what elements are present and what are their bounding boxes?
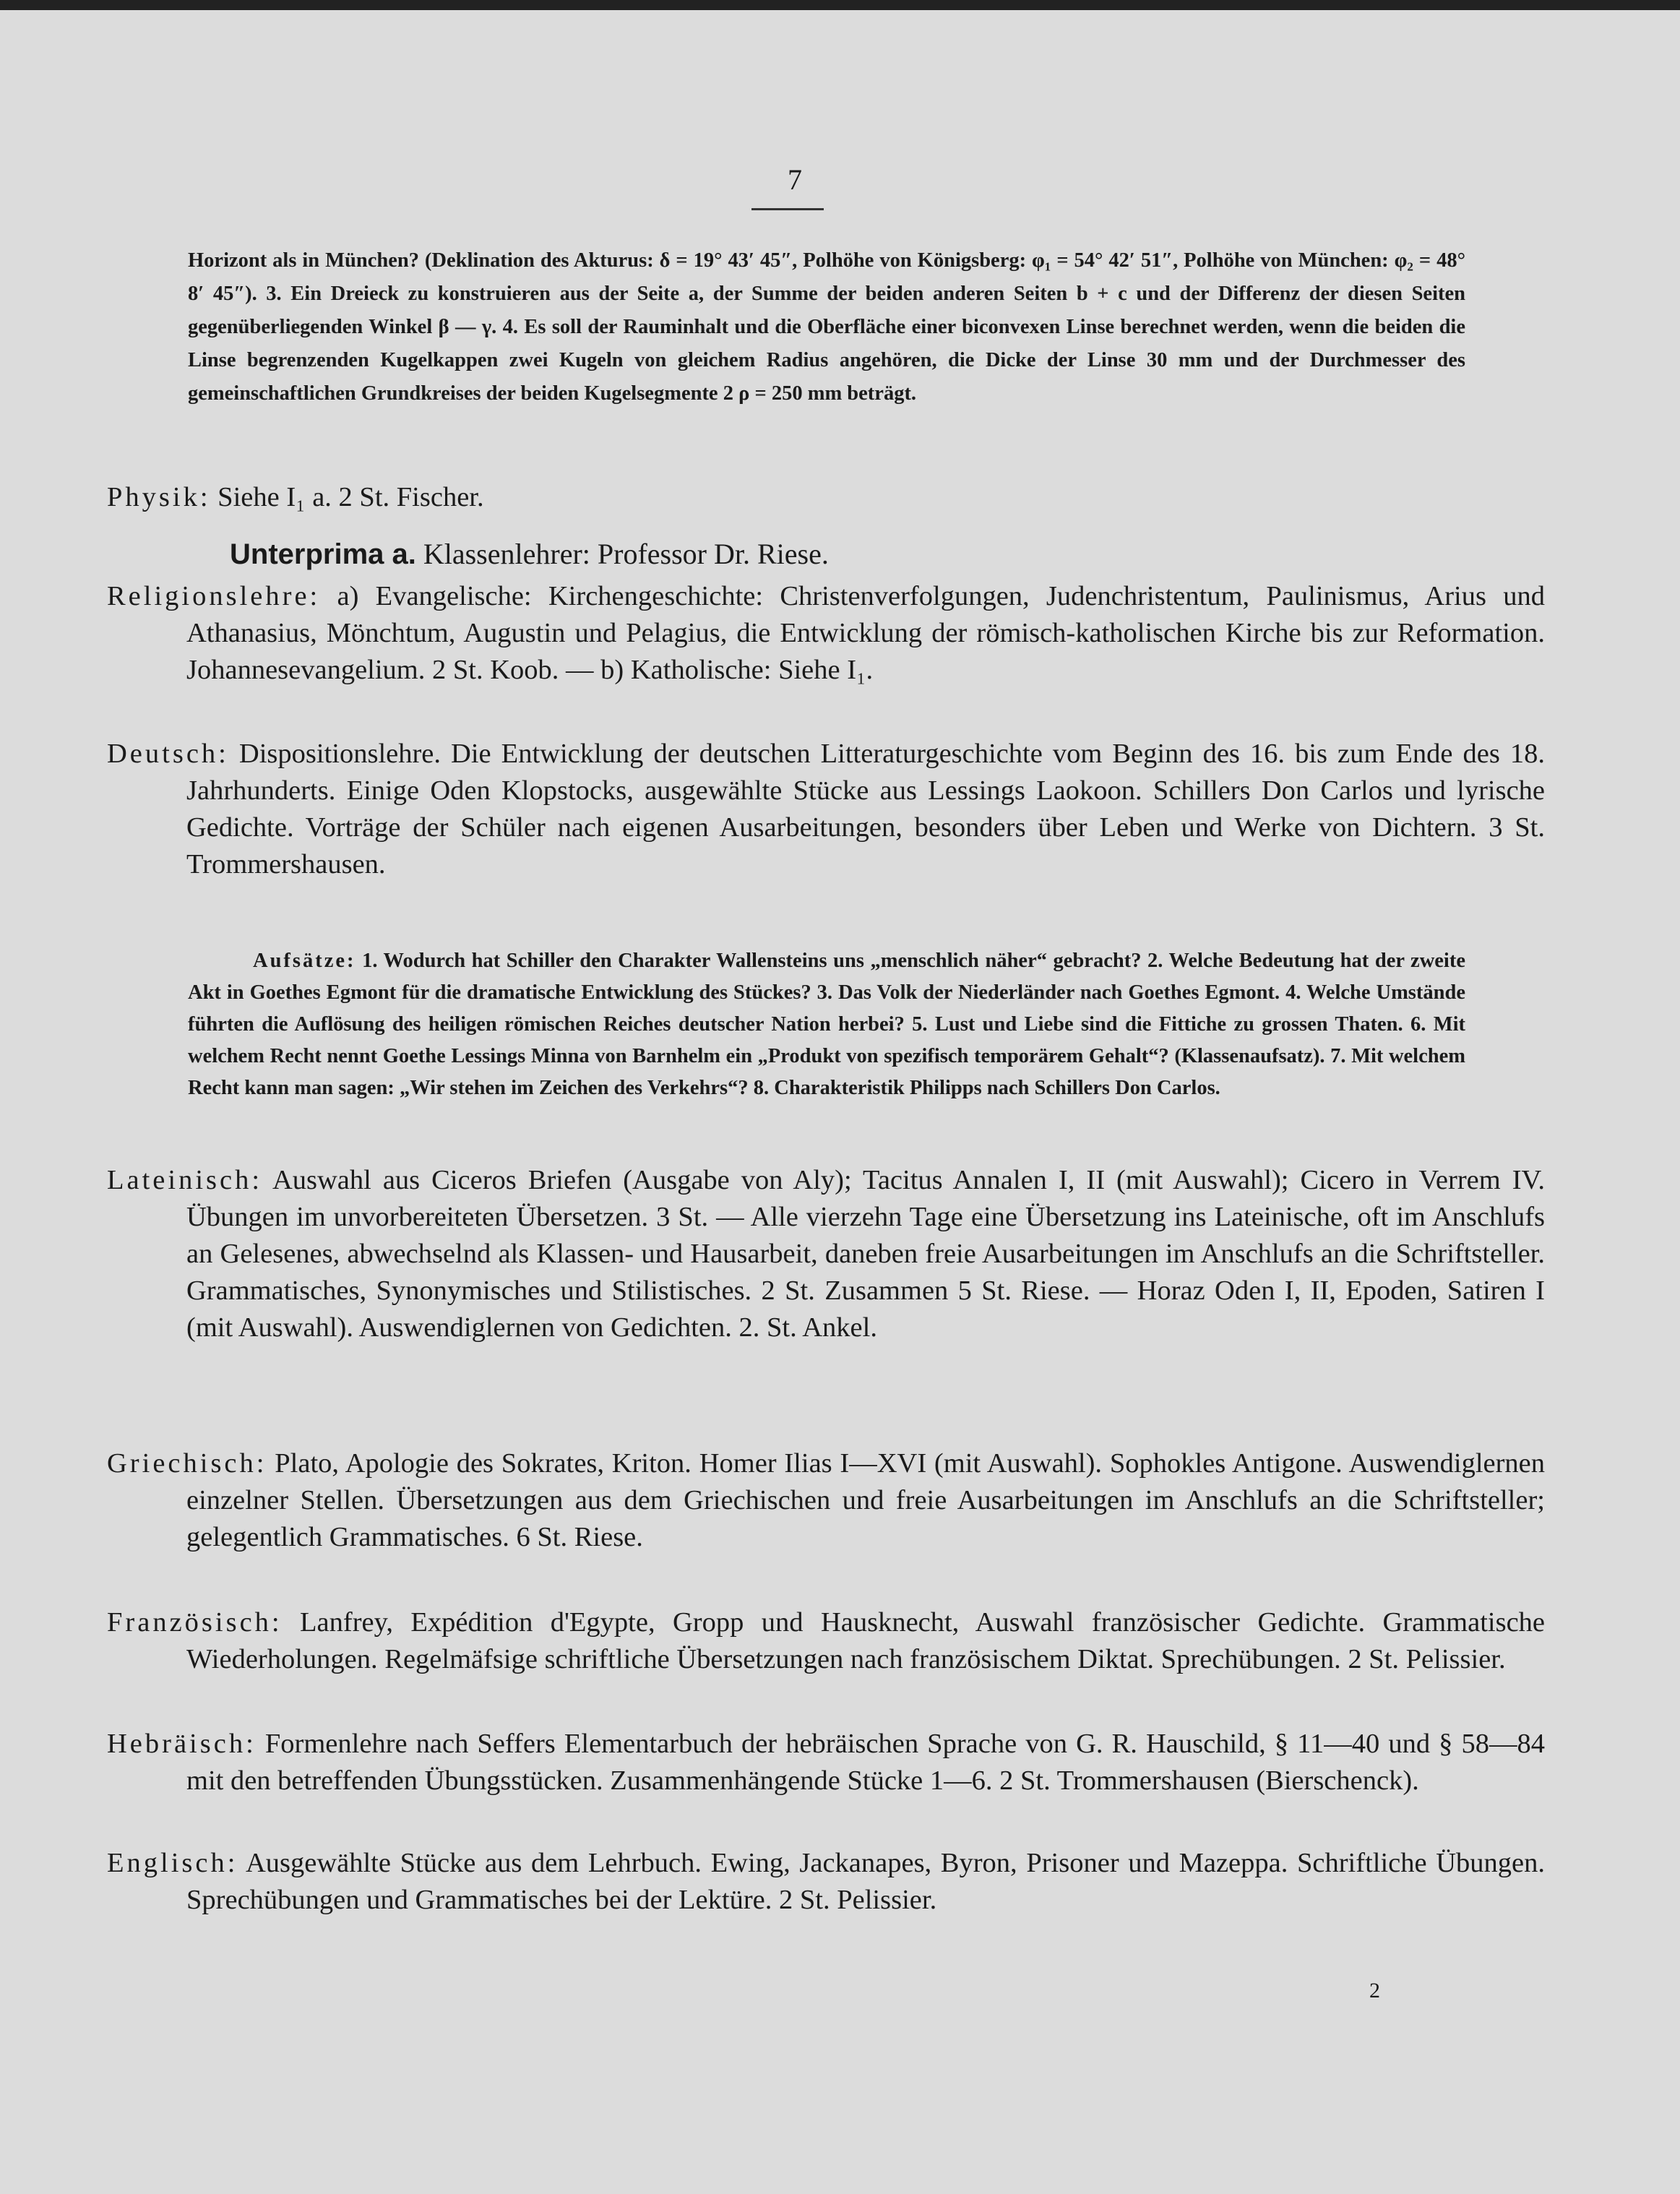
class-heading (230, 537, 1458, 571)
aufsaetze-label: Aufsätze: (253, 950, 356, 972)
aufsaetze-block (188, 945, 1465, 1104)
subject-religion (107, 578, 1545, 689)
subject-text: Lanfrey, Expédition d'Egypte, Gropp und Hausknecht, Auswahl französischer Gedichte. Grammatische Wiederholungen. Regelmäfsige schriftliche Übersetzungen nach französischem Diktat. Sprechübungen. 2 St. Pelissier. (186, 1607, 1545, 1674)
subject-text: Auswahl aus Ciceros Briefen (Ausgabe von Aly); Tacitus Annalen I, II (mit Auswahl); Cicero in Verrem IV. Übungen im unvorbereiteten Übersetzen. 3 St. — Alle vierzehn Tage eine Übersetzung ins Lateinische, oft im Anschlufs an Gelesenes, abwechselnd als Klassen- und Hausarbeit, daneben freie Ausarbeitungen im Anschlufs an die Schriftsteller. Grammatisches, Synonymisches und Stilistisches. 2 St. Zusammen 5 St. Riese. — Horaz Oden I, II, Epoden, Satiren I (mit Auswahl). Auswendiglernen von Gedichten. 2. St. Ankel. (186, 1165, 1545, 1343)
subject-deutsch (107, 736, 1545, 883)
subject-label: Deutsch: (107, 739, 229, 769)
subject-label: Religionslehre: (107, 581, 321, 611)
top-paragraph: Horizont als in München? (Deklination des Akturus: δ = 19° 43′ 45″, Polhöhe von Königsberg: φ₁ = 54° 42′ 51″, Polhöhe von München: φ₂ = 48° 8′ 45″). 3. Ein Dreieck zu konstruieren aus der Seite a, der Summe der beiden anderen Seiten b + c und der Differenz der diesen Seiten gegenüberliegenden Winkel β — γ. 4. Es soll der Rauminhalt und die Oberfläche einer biconvexen Linse berechnet werden, wenn die beiden die Linse begrenzenden Kugelkappen zwei Kugeln von gleichem Radius angehören, die Dicke der Linse 30 mm und der Durchmesser des gemeinschaftlichen Grundkreises der beiden Kugelsegmente 2 ρ = 250 mm beträgt. (188, 249, 1465, 405)
subject-label: Griechisch: (107, 1448, 267, 1479)
subject-englisch (107, 1845, 1545, 1919)
physik-entry (107, 479, 1465, 516)
subject-label: Französisch: (107, 1607, 283, 1638)
subject-label: Englisch: (107, 1848, 238, 1878)
subject-hebraeisch (107, 1726, 1545, 1799)
physik-text: Siehe I₁ a. 2 St. Fischer. (217, 482, 484, 512)
subject-latein (107, 1162, 1545, 1346)
subject-label: Hebräisch: (107, 1729, 257, 1759)
subject-text: Plato, Apologie des Sokrates, Kriton. Homer Ilias I—XVI (mit Auswahl). Sophokles Antigone. Auswendiglernen einzelner Stellen. Übersetzungen aus dem Griechischen und freie Ausarbeitungen im Anschlufs an die Schriftsteller; gelegentlich Grammatisches. 6 St. Riese. (186, 1448, 1546, 1552)
subject-text: Ausgewählte Stücke aus dem Lehrbuch. Ewing, Jackanapes, Byron, Prisoner und Mazeppa. Schriftliche Übungen. Sprechübungen und Grammatisches bei der Lektüre. 2 St. Pelissier. (186, 1848, 1545, 1915)
physik-label: Physik: (107, 482, 211, 512)
scan-top-border (0, 0, 1680, 10)
signature-mark: 2 (1369, 1979, 1380, 2002)
subject-text: Dispositionslehre. Die Entwicklung der deutschen Litteraturgeschichte vom Beginn des 16. bis zum Ende des 18. Jahrhunderts. Einige Oden Klopstocks, ausgewählte Stücke aus Lessings Laokoon. Schillers Don Carlos und lyrische Gedichte. Vorträge der Schüler nach eigenen Ausarbeitungen, besonders über Leben und Werke von Dichtern. 3 St. Trommershausen. (186, 739, 1546, 879)
aufsaetze-text: 1. Wodurch hat Schiller den Charakter Wallensteins uns „menschlich näher“ gebracht? 2. Welche Bedeutung hat der zweite Akt in Goethes Egmont für die dramatische Entwicklung des Stückes? 3. Das Volk der Niederländer nach Goethes Egmont. 4. Welche Umstände führten die Auflösung des heiligen römischen Reiches deutscher Nation herbei? 5. Lust und Liebe sind die Fittiche zu grossen Thaten. 6. Mit welchem Recht nennt Goethe Lessings Minna von Barnhelm ein „Produkt von spezifisch temporärem Gehalt“? (Klassenaufsatz). 7. Mit welchem Recht kann man sagen: „Wir stehen im Zeichen des Verkehrs“? 8. Charakteristik Philipps nach Schillers Don Carlos. (188, 950, 1465, 1099)
subject-label: Lateinisch: (107, 1165, 263, 1195)
subject-griechisch (107, 1445, 1545, 1556)
class-teacher: Klassenlehrer: Professor Dr. Riese. (423, 538, 829, 570)
subject-franzoesisch (107, 1604, 1545, 1678)
page-number-rule (751, 208, 824, 210)
subject-text: a) Evangelische: Kirchengeschichte: Christenverfolgungen, Judenchristentum, Paulinismus, Arius und Athanasius, Mönchtum, Augustin und Pelagius, die Entwicklung der römisch-katholischen Kirche bis zur Reformation. Johannesevangelium. 2 St. Koob. — b) Katholische: Siehe I₁. (186, 581, 1545, 685)
class-title: Unterprima a. (230, 538, 416, 570)
subject-text: Formenlehre nach Seffers Elementarbuch der hebräischen Sprache von G. R. Hauschild, § 11—40 und § 58—84 mit den betreffenden Übungsstücken. Zusammenhängende Stücke 1—6. 2 St. Trommershausen (Bierschenck). (186, 1729, 1545, 1796)
page-number: 7 (788, 163, 802, 196)
